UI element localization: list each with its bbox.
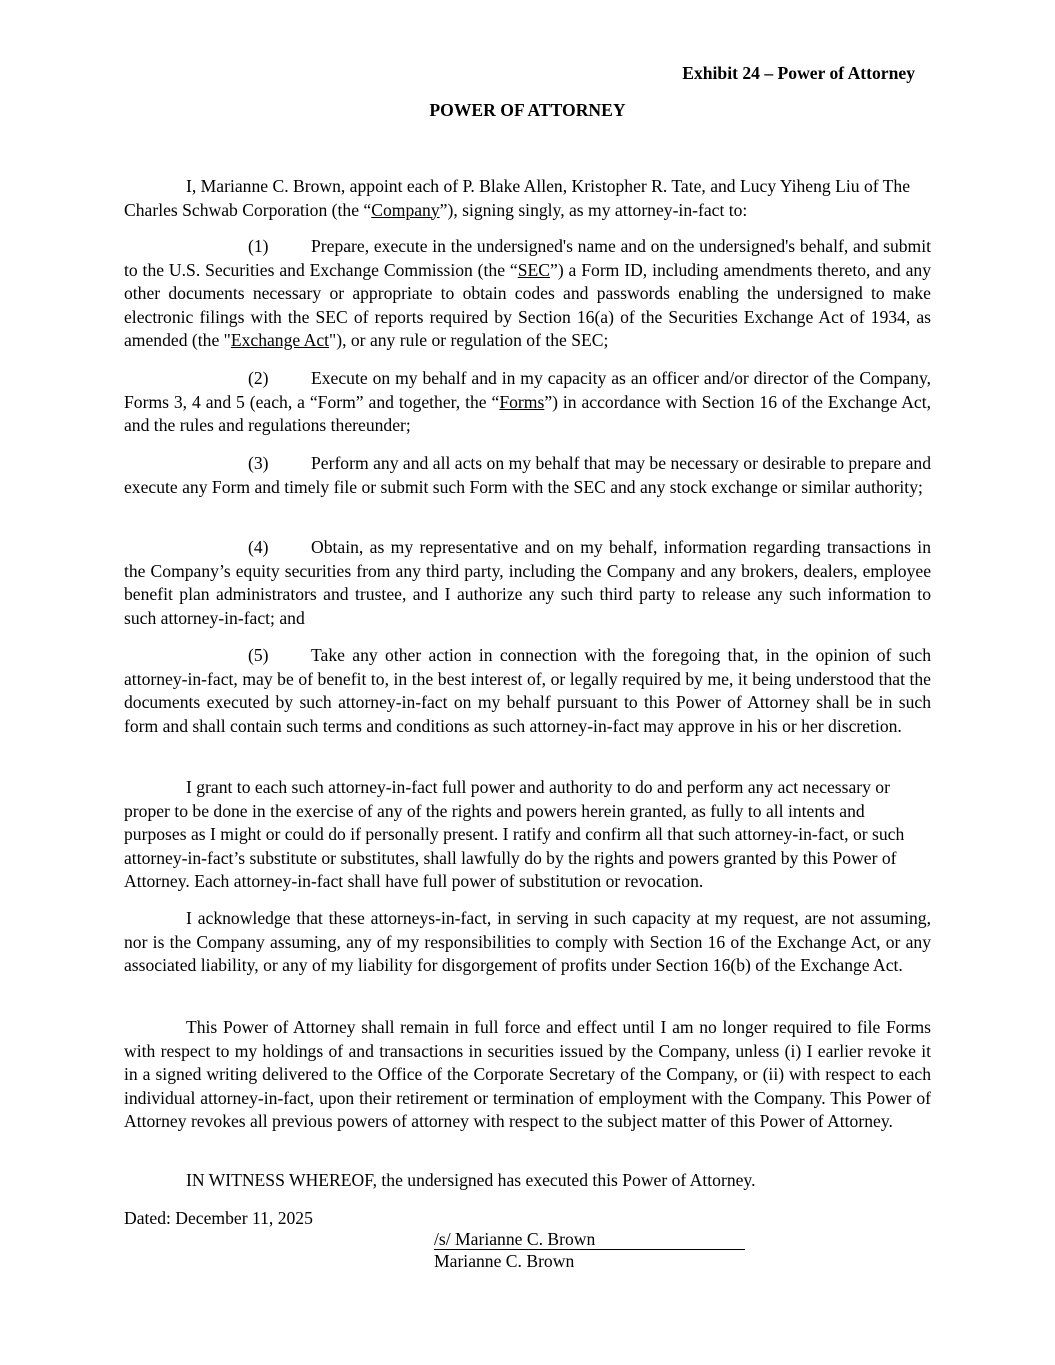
witness-paragraph: IN WITNESS WHEREOF, the undersigned has executed this Power of Attorney. bbox=[186, 1170, 756, 1190]
signature-line: /s/ Marianne C. Brown bbox=[434, 1229, 745, 1250]
signer-name: Marianne C. Brown bbox=[434, 1251, 575, 1271]
defined-term-sec: SEC bbox=[517, 259, 551, 280]
item-text: Perform any and all acts on my behalf that may be necessary or desirable to prepare and execute any Form and timely file or submit such Form with the SEC and any stock exchange or similar authority; bbox=[124, 453, 931, 497]
item-2 bbox=[124, 367, 931, 438]
item-text: Execute on my behalf and in my capacity as an officer and/or director of the Company, Forms 3, 4 and 5 (each, a “Form” and together, the “ bbox=[124, 368, 931, 412]
exhibit-heading: Exhibit 24 – Power of Attorney bbox=[682, 63, 915, 83]
item-number: (2) bbox=[248, 368, 269, 388]
item-number: (1) bbox=[248, 236, 269, 256]
item-text: ”) a Form ID, including amendments thereto, and any other documents necessary or appropriate to obtain codes and passwords enabling the undersigned to make electronic filings with the SEC of reports required by Section 16(a) of the Securities Exchange Act of 1934, as amended (the " bbox=[124, 259, 931, 350]
acknowledge-paragraph: I acknowledge that these attorneys-in-fact, in serving in such capacity at my request, are not assuming, nor is the Company assuming, any of my responsibilities to comply with Section 16 of the Exchange Act, or any associated liability, or any of my liability for disgorgement of profits under Section 16(b) of the Exchange Act. bbox=[124, 908, 931, 975]
grant-paragraph: I grant to each such attorney-in-fact full power and authority to do and perform any act necessary or proper to be done in the exercise of any of the rights and powers herein granted, as fully to all intents and purposes as I might or could do if personally present. I ratify and confirm all that such attorney-in-fact, or such attorney-in-fact’s substitute or substitutes, shall lawfully do by the rights and powers granted by this Power of Attorney. Each attorney-in-fact shall have full power of substitution or revocation. bbox=[124, 777, 905, 891]
item-text: ”) in accordance with Section 16 of the Exchange Act, and the rules and regulations thereunder; bbox=[124, 391, 932, 435]
defined-term-forms: Forms bbox=[499, 391, 545, 412]
defined-term-exchange-act: Exchange Act bbox=[230, 330, 330, 350]
item-number: (4) bbox=[248, 537, 269, 557]
item-number: (5) bbox=[248, 645, 269, 665]
item-text: Take any other action in connection with the foregoing that, in the opinion of such attorney-in-fact, may be of benefit to, in the best interest of, or legally required by me, it being understood that the documents executed by such attorney-in-fact on my behalf pursuant to this Power of Attorney shall be in such form and shall contain such terms and conditions as such attorney-in-fact may approve in his or her discretion. bbox=[124, 645, 931, 736]
item-4 bbox=[124, 536, 931, 630]
intro-text: I, Marianne C. Brown, appoint each of P. Blake Allen, Kristopher R. Tate, and Lucy Yiheng Liu of The Charles Schwab Corporation (the “ bbox=[124, 176, 911, 220]
dated-line: Dated: December 11, 2025 bbox=[124, 1208, 313, 1228]
intro-paragraph bbox=[124, 175, 931, 222]
item-1 bbox=[124, 235, 931, 353]
item-text: Prepare, execute in the undersigned's name and on the undersigned's behalf, and submit to the U.S. Securities and Exchange Commission (the “ bbox=[124, 236, 931, 280]
item-text: Obtain, as my representative and on my behalf, information regarding transactions in the Company’s equity securities from any third party, including the Company and any brokers, dealers, employee benefit plan administrators and trustee, and I authorize any such third party to release any such information to such attorney-in-fact; and bbox=[124, 537, 931, 628]
defined-term-company: Company bbox=[371, 199, 440, 220]
item-text: "), or any rule or regulation of the SEC; bbox=[329, 330, 609, 350]
item-3 bbox=[124, 452, 931, 499]
item-5 bbox=[124, 644, 931, 738]
duration-paragraph: This Power of Attorney shall remain in full force and effect until I am no longer required to file Forms with respect to my holdings of and transactions in securities issued by the Company, unless (i) I earlier revoke it in a signed writing delivered to the Office of the Corporate Secretary of the Company, or (ii) with respect to each individual attorney-in-fact, upon their retirement or termination of employment with the Company. This Power of Attorney revokes all previous powers of attorney with respect to the subject matter of this Power of Attorney. bbox=[124, 1017, 931, 1131]
intro-text-end: ”), signing singly, as my attorney-in-fact to: bbox=[439, 199, 748, 220]
item-number: (3) bbox=[248, 453, 269, 473]
document-title: POWER OF ATTORNEY bbox=[429, 100, 626, 120]
